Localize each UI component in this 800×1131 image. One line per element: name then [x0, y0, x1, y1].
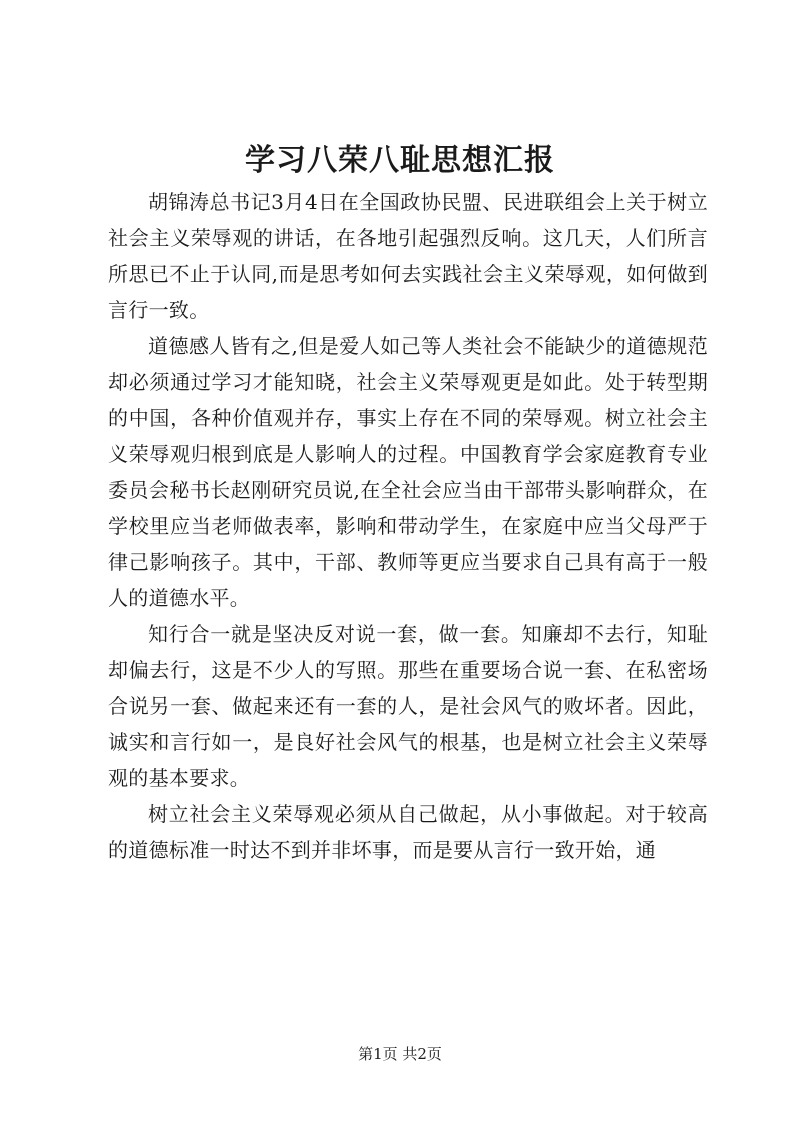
page-footer	[0, 1044, 800, 1064]
paragraph-3: 知行合一就是坚决反对说一套，做一套。知廉却不去行，知耻却偏去行，这是不少人的写照。那些在重要场合说一套、在私密场合说另一套、做起来还有一套的人，是社会风气的败坏者。因此，诚实和言行如一，是良好社会风气的根基，也是树立社会主义荣辱观的基本要求。	[108, 622, 708, 790]
document-body	[108, 184, 708, 868]
paragraph-2: 道德感人皆有之,但是爱人如己等人类社会不能缺少的道德规范却必须通过学习才能知晓，社会主义荣辱观更是如此。处于转型期的中国，各种价值观并存，事实上存在不同的荣辱观。树立社会主义荣辱观归根到底是人影响人的过程。中国教育学会家庭教育专业委员会秘书长赵刚研究员说,在全社会应当由干部带头影响群众，在学校里应当老师做表率，影响和带动学生，在家庭中应当父母严于律己影响孩子。其中，干部、教师等更应当要求自己具有高于一般人的道德水平。	[108, 334, 708, 610]
paragraph-4: 树立社会主义荣辱观必须从自己做起，从小事做起。对于较高的道德标准一时达不到并非坏事，而是要从言行一致开始，通	[108, 802, 708, 862]
page-number: 第1页 共2页	[358, 1045, 442, 1063]
page-title: 学习八荣八耻思想汇报	[245, 143, 555, 178]
paragraph-1: 胡锦涛总书记3月4日在全国政协民盟、民进联组会上关于树立社会主义荣辱观的讲话，在各地引起强烈反响。这几天，人们所言所思已不止于认同,而是思考如何去实践社会主义荣辱观，如何做到言行一致。	[108, 190, 708, 322]
